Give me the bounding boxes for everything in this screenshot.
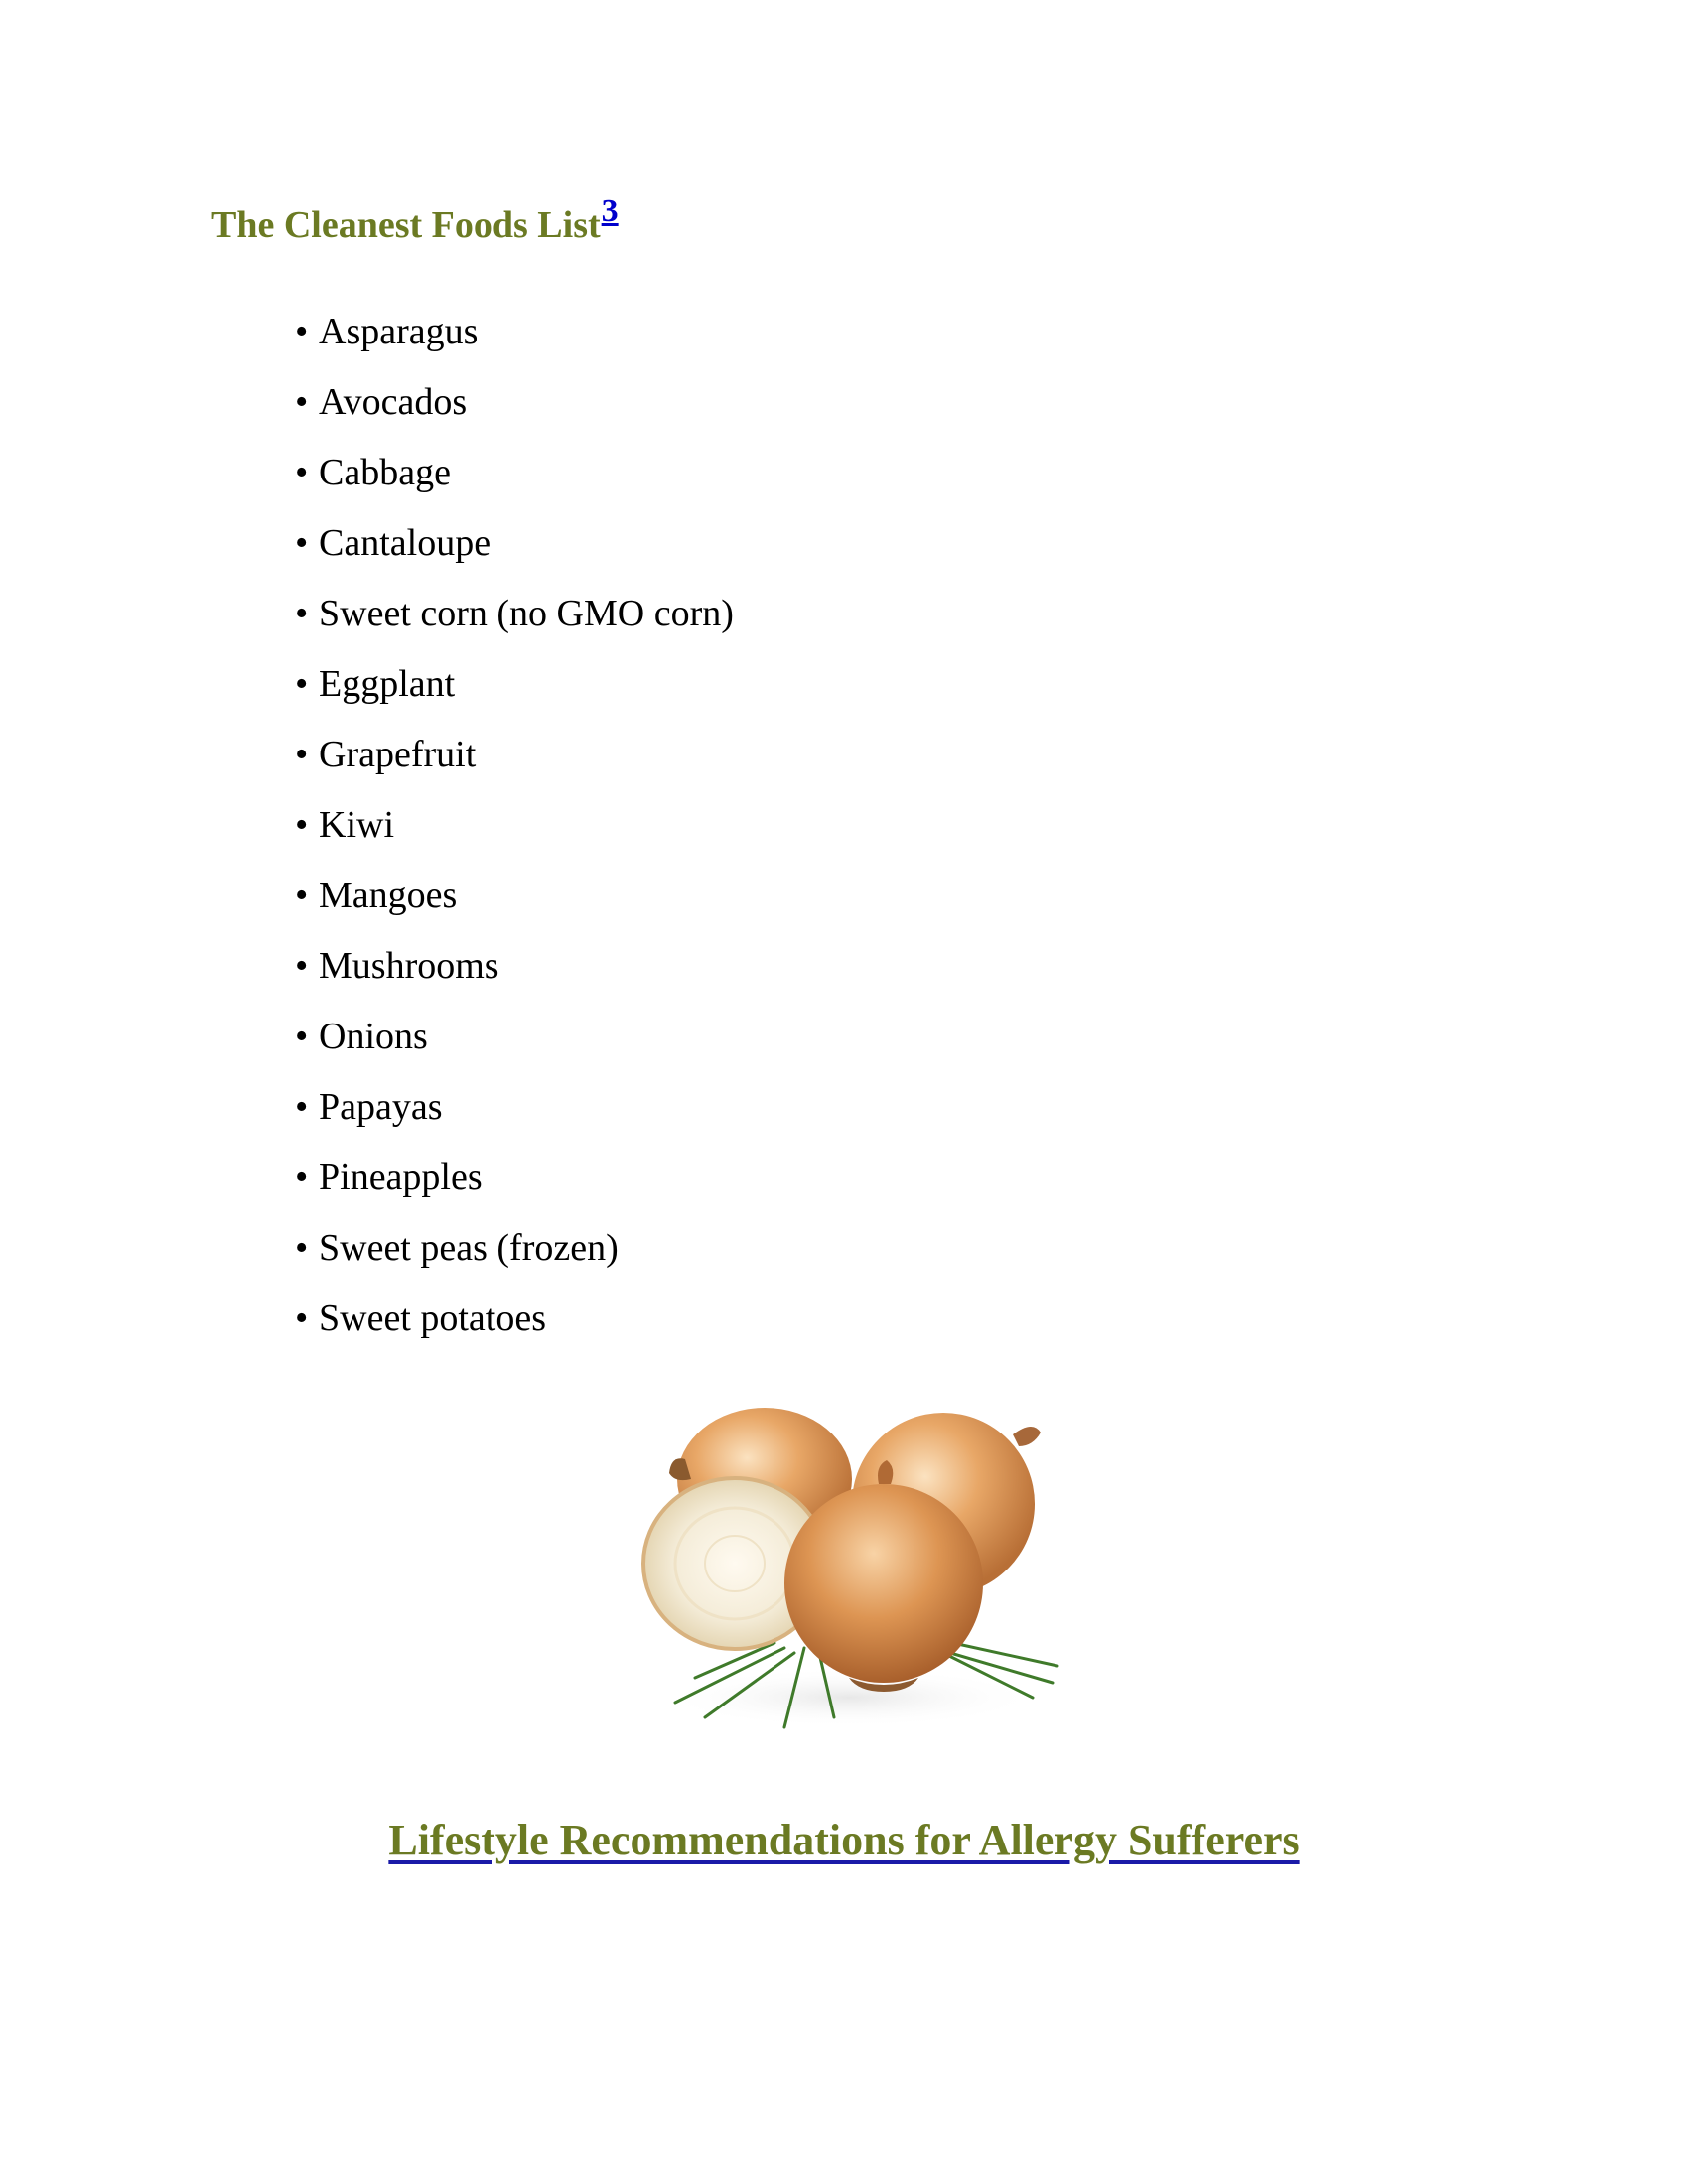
- list-item: • Grapefruit: [295, 727, 734, 797]
- list-item: • Pineapples: [295, 1150, 734, 1220]
- list-item: • Eggplant: [295, 656, 734, 727]
- list-item: • Sweet peas (frozen): [295, 1220, 734, 1291]
- list-item: • Avocados: [295, 374, 734, 445]
- bullet: •: [295, 1297, 309, 1339]
- list-item: • Onions: [295, 1009, 734, 1079]
- list-item: • Mangoes: [295, 868, 734, 938]
- footnote-link[interactable]: 3: [601, 193, 619, 229]
- list-item: • Asparagus: [295, 304, 734, 374]
- list-item: • Cabbage: [295, 445, 734, 515]
- list-item: • Sweet potatoes: [295, 1291, 734, 1361]
- cleanest-foods-list: [295, 304, 734, 1361]
- bullet: •: [295, 1086, 309, 1128]
- heading-title: The Cleanest Foods List: [211, 205, 601, 246]
- onions-icon: [635, 1400, 1062, 1737]
- section-heading: [211, 193, 619, 247]
- bullet: •: [295, 1157, 309, 1198]
- lifestyle-recommendations-link[interactable]: Lifestyle Recommendations for Allergy Sufferers: [388, 1816, 1300, 1864]
- bullet: •: [295, 875, 309, 916]
- list-item: • Papayas: [295, 1079, 734, 1150]
- bullet: •: [295, 452, 309, 493]
- list-item: • Kiwi: [295, 797, 734, 868]
- bullet: •: [295, 804, 309, 846]
- bullet: •: [295, 1016, 309, 1057]
- list-item: • Sweet corn (no GMO corn): [295, 586, 734, 656]
- bullet: •: [295, 522, 309, 564]
- bullet: •: [295, 593, 309, 634]
- list-item: • Mushrooms: [295, 938, 734, 1009]
- bullet: •: [295, 1227, 309, 1269]
- list-item: • Cantaloupe: [295, 515, 734, 586]
- bullet: •: [295, 734, 309, 775]
- bullet: •: [295, 663, 309, 705]
- bullet: •: [295, 945, 309, 987]
- bullet: •: [295, 381, 309, 423]
- bullet: •: [295, 311, 309, 352]
- onions-photo: [635, 1400, 1062, 1737]
